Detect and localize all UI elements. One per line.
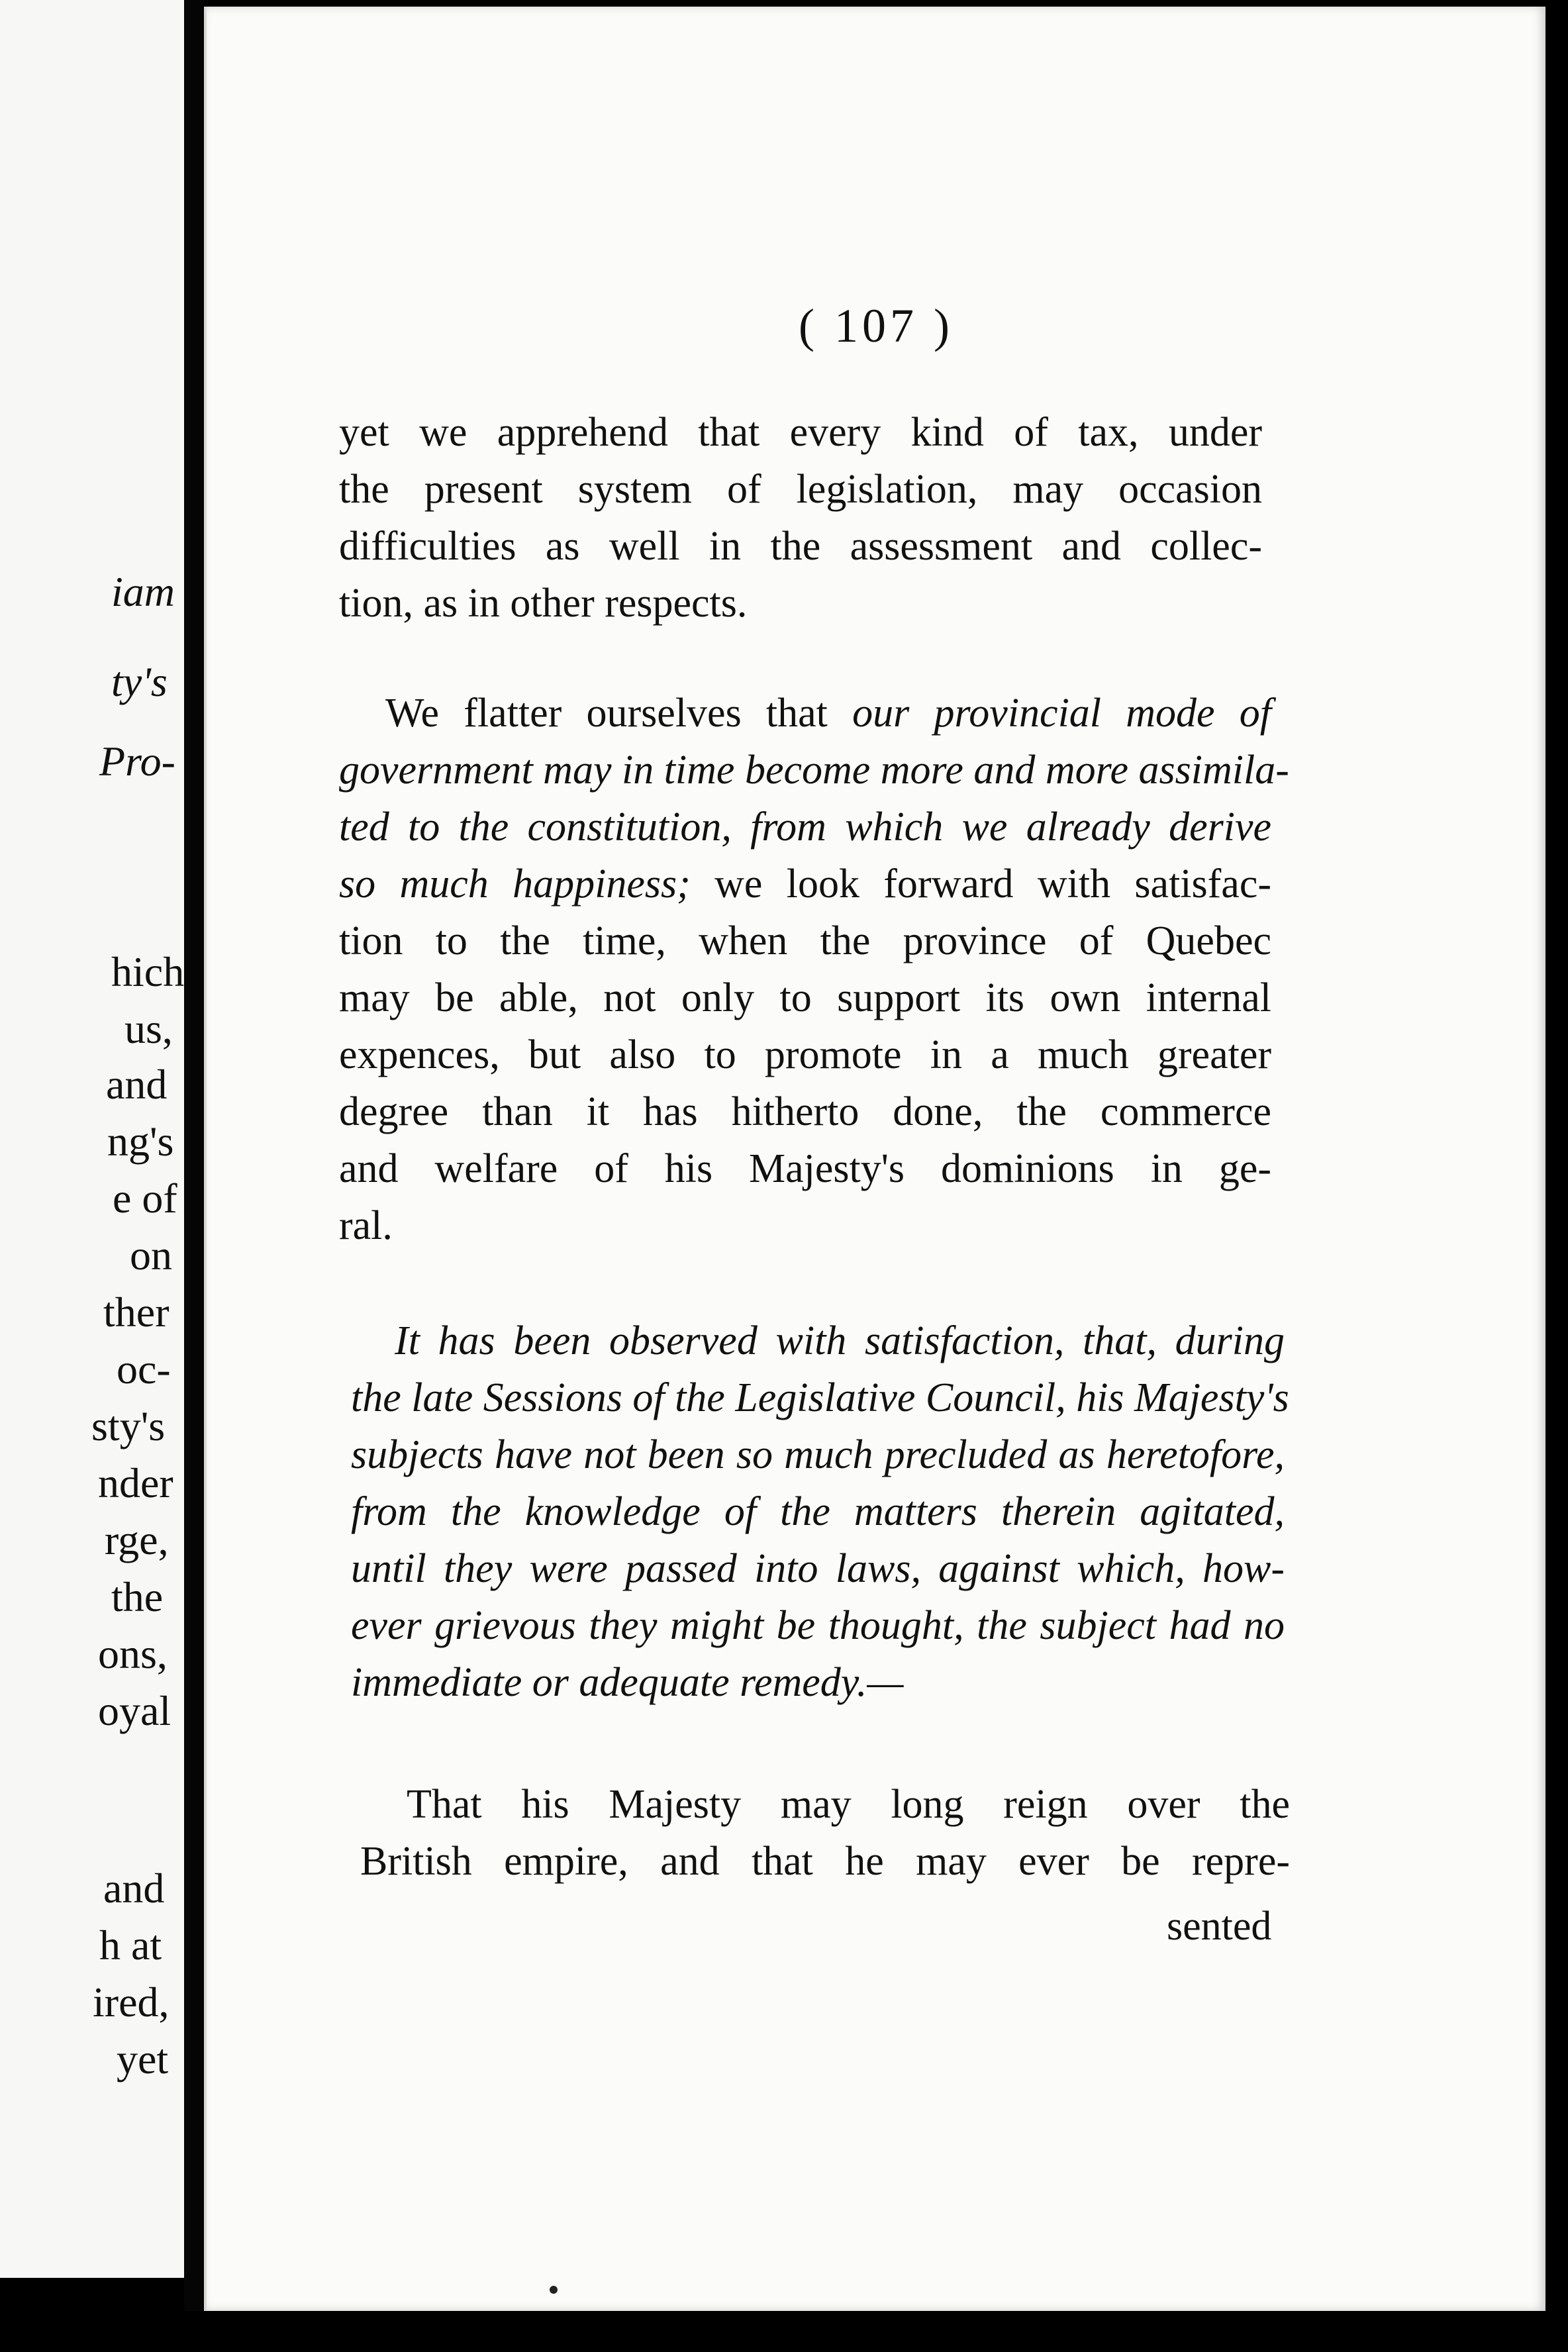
text-line [339,685,1271,742]
left-page-line: sty's [91,1402,166,1449]
text-line: immediate or adequate remedy.— [351,1660,904,1705]
page-number: ( 107 ) [799,299,954,352]
text-line: expences, but also to promote in a much greater [339,1032,1271,1077]
left-page-line: the [111,1573,164,1620]
text-line: tion to the time, when the province of Quebec [339,918,1271,963]
text-line: difficulties as well in the assessment and collec- [339,524,1262,569]
text-line: ever grievous they might be thought, the subject had no [351,1603,1285,1648]
text-line: tion, as in other respects. [339,581,748,626]
paragraph-1 [339,404,1262,632]
left-page-line: oc- [117,1346,171,1393]
text-line: degree than it has hitherto done, the commerce [339,1089,1271,1134]
text-line: until they were passed into laws, against which, how- [351,1546,1285,1591]
text-line: the late Sessions of the Legislative Council, his Majesty's [351,1375,1289,1420]
text-line: British empire, and that he may ever be repre- [360,1839,1290,1884]
paragraph-4 [360,1776,1290,1890]
binding-gutter [184,0,204,2352]
left-page-line: e of [113,1175,177,1222]
text-line: That his Majesty may long reign over the [407,1782,1290,1827]
left-page-line: on [130,1232,172,1279]
text-line [339,856,1271,912]
text-line: ral. [339,1203,393,1248]
text-segment-roman: we look forward with satisfac- [690,861,1271,906]
left-page-line: ons, [98,1630,168,1677]
text-line: from the knowledge of the matters therein agitated, [351,1489,1285,1534]
left-page-line: ng's [107,1118,174,1165]
text-line: and welfare of his Majesty's dominions in ge- [339,1146,1271,1191]
paragraph-3 [351,1312,1289,1711]
left-page-line: rge, [105,1516,169,1563]
catchword: sented [1167,1904,1272,1949]
left-page-line: us, [124,1005,173,1052]
left-page-line: and [103,1865,165,1912]
right-page [204,7,1545,2311]
left-page-line: nder [98,1459,173,1506]
text-line: government may in time become more and more assimila- [339,748,1289,793]
text-line: the present system of legislation, may occasion [339,467,1262,512]
left-page-line: h at [99,1922,162,1969]
left-page-line: ther [103,1289,170,1336]
left-page-line: and [106,1061,168,1108]
ink-speck [550,2286,558,2294]
text-segment-italic: our provincial mode of [852,691,1271,736]
left-page-line: oyal [98,1687,172,1734]
left-page-line: iam [111,568,175,615]
left-page-line: ired, [93,1979,170,2026]
left-page-line: Pro- [99,738,175,785]
left-page-line: hich [111,948,184,995]
scan-bottom-edge [0,2311,1568,2352]
text-line: subjects have not been so much precluded as heretofore, [351,1432,1285,1477]
text-line: yet we apprehend that every kind of tax, under [339,410,1262,455]
left-page-line: ty's [111,658,168,705]
text-line: may be able, not only to support its own internal [339,975,1271,1020]
text-segment-roman: We flatter ourselves that [385,691,853,736]
text-line: ted to the constitution, from which we already derive [339,805,1271,850]
left-page-line: yet [117,2035,169,2082]
left-facing-page [0,0,184,2278]
text-segment-italic: so much happiness; [339,861,691,906]
text-line: It has been observed with satisfaction, that, during [395,1318,1285,1363]
paragraph-2 [339,685,1289,1254]
